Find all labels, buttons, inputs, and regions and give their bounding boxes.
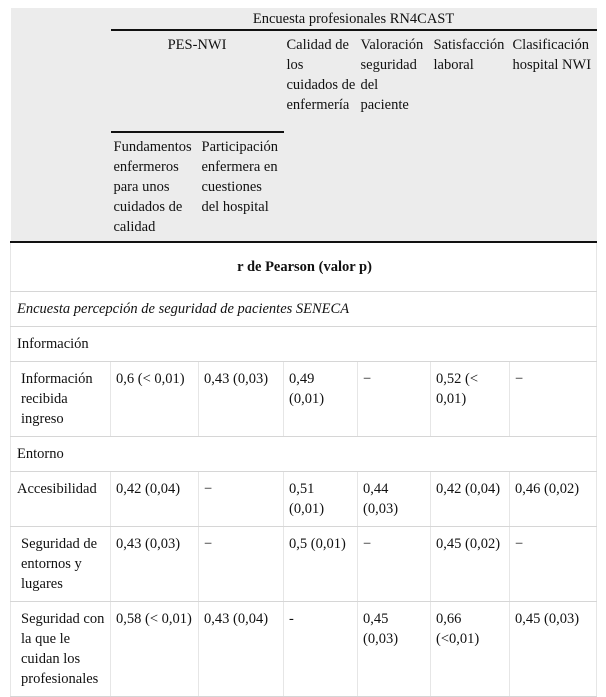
table-cell: 0,45 (0,02) [431,527,510,602]
table-cell: − [510,527,597,602]
col-header-clasificacion: Clasificación hospital NWI [510,30,597,241]
pes-nwi-header [111,30,284,132]
table-cell: 0,51 (0,01) [284,472,358,527]
table-cell: 0,58 (< 0,01) [111,602,199,697]
table-cell: 0,42 (0,04) [431,472,510,527]
table-row [11,602,597,697]
table-cell: − [358,362,431,437]
table-cell: 0,42 (0,04) [111,472,199,527]
pes-nwi-label: PES-NWI [167,37,227,53]
table-row [11,362,597,437]
col-header-participacion: Participación enfermera en cuestiones del hospital [199,132,284,241]
col-header-fundamentos: Fundamentos enfermeros para unos cuidados de calidad [111,132,199,241]
row-label: Seguridad de entornos y lugares [11,527,111,602]
table-cell: − [510,362,597,437]
table-body [11,242,597,697]
col-header-valoracion: Valoración seguridad del paciente [358,30,431,241]
col-header-satisfaccion: Satisfacción laboral [431,30,510,241]
table-row [11,527,597,602]
survey-group-title: Encuesta profesionales RN4CAST [111,8,597,30]
table-cell: 0,5 (0,01) [284,527,358,602]
row-label: Seguridad con la que le cuidan los profesionales [11,602,111,697]
col-header-calidad: Calidad de los cuidados de enfermería [284,30,358,241]
row-label: Información recibida ingreso [11,362,111,437]
table-cell: 0,46 (0,02) [510,472,597,527]
table-cell: 0,66 (<0,01) [431,602,510,697]
correlation-table-container [10,8,596,697]
table-cell: − [199,472,284,527]
table-cell: - [284,602,358,697]
table-cell: 0,43 (0,03) [111,527,199,602]
stat-label: r de Pearson (valor p) [11,242,597,292]
row-label: Accesibilidad [11,472,111,527]
table-cell: 0,45 (0,03) [358,602,431,697]
table-cell: 0,52 (< 0,01) [431,362,510,437]
group-label-entorno: Entorno [11,437,597,472]
table-cell: 0,44 (0,03) [358,472,431,527]
group-label-informacion: Información [11,327,597,362]
table-cell: 0,43 (0,03) [199,362,284,437]
table-cell: − [199,527,284,602]
table-header [11,8,597,242]
correlation-table [10,8,597,697]
table-cell: 0,43 (0,04) [199,602,284,697]
table-row [11,472,597,527]
table-cell: − [358,527,431,602]
section-title: Encuesta percepción de seguridad de pacientes SENECA [11,292,597,327]
table-cell: 0,6 (< 0,01) [111,362,199,437]
header-blank-cell [11,8,111,241]
table-cell: 0,49 (0,01) [284,362,358,437]
table-cell: 0,45 (0,03) [510,602,597,697]
